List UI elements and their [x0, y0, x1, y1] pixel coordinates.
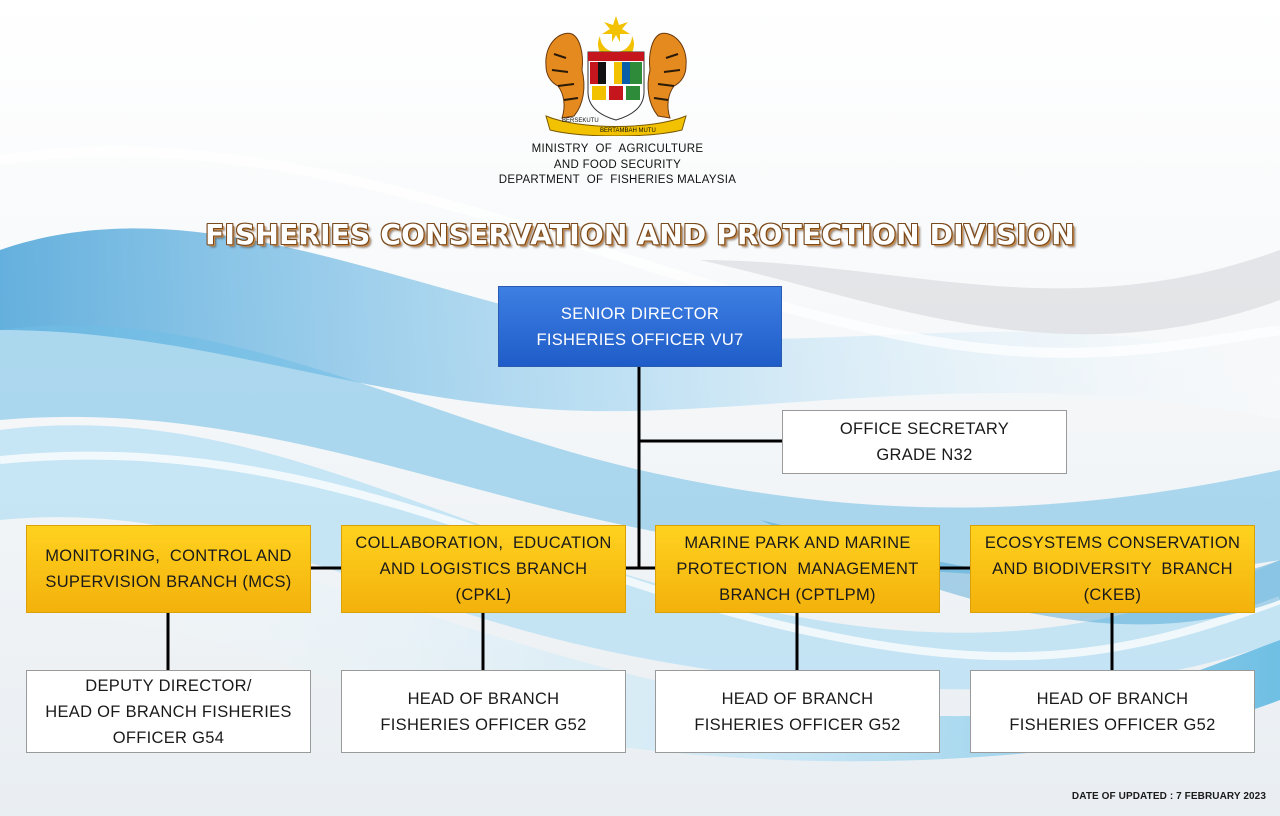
secretary-box[interactable]: [782, 410, 1067, 474]
branch-name-line: (CKEB): [1083, 586, 1142, 604]
branch-name-line: (CPKL): [455, 586, 512, 604]
head-line: OFFICER G54: [112, 728, 225, 747]
director-box[interactable]: [498, 286, 782, 367]
director-grade: FISHERIES OFFICER VU7: [536, 330, 744, 349]
branch-box-cptlpm[interactable]: [655, 525, 940, 613]
director-title: SENIOR DIRECTOR: [560, 304, 720, 323]
head-line: HEAD OF BRANCH: [407, 689, 560, 708]
branch-name-line: PROTECTION MANAGEMENT: [676, 560, 919, 578]
department-line: DEPARTMENT OF FISHERIES MALAYSIA: [498, 174, 737, 186]
head-box-cptlpm[interactable]: [655, 670, 940, 753]
head-line: FISHERIES OFFICER G52: [694, 715, 901, 734]
secretary-title: OFFICE SECRETARY: [839, 420, 1010, 438]
branch-name-line: MONITORING, CONTROL AND: [45, 547, 292, 565]
branch-name-line: MARINE PARK AND MARINE: [684, 534, 911, 552]
ministry-name: [440, 142, 795, 189]
head-line: HEAD OF BRANCH: [1036, 689, 1189, 708]
head-line: HEAD OF BRANCH FISHERIES: [45, 702, 292, 721]
head-box-mcs[interactable]: [26, 670, 311, 753]
head-line: FISHERIES OFFICER G52: [1009, 715, 1216, 734]
head-box-ckeb[interactable]: [970, 670, 1255, 753]
head-line: DEPUTY DIRECTOR/: [85, 676, 252, 695]
svg-text:BERTAMBAH MUTU: BERTAMBAH MUTU: [600, 128, 656, 134]
branch-name-line: AND BIODIVERSITY BRANCH: [992, 560, 1233, 578]
head-line: FISHERIES OFFICER G52: [380, 715, 587, 734]
branch-name-line: SUPERVISION BRANCH (MCS): [45, 573, 292, 591]
ministry-line: AND FOOD SECURITY: [553, 158, 682, 171]
head-line: HEAD OF BRANCH: [721, 689, 874, 708]
svg-text:BERSEKUTU: BERSEKUTU: [562, 118, 599, 124]
secretary-grade: GRADE N32: [876, 446, 973, 464]
branch-name-line: AND LOGISTICS BRANCH: [379, 560, 588, 578]
date-updated: DATE OF UPDATED : 7 FEBRUARY 2023: [1071, 791, 1266, 802]
branch-box-ckeb[interactable]: [970, 525, 1255, 613]
branch-name-line: ECOSYSTEMS CONSERVATION: [984, 534, 1241, 552]
page-title: FISHERIES CONSERVATION AND PROTECTION DIVISION: [205, 218, 1075, 251]
branch-name-line: BRANCH (CPTLPM): [719, 586, 876, 604]
branch-name-line: COLLABORATION, EDUCATION: [355, 534, 612, 552]
branch-box-mcs[interactable]: [26, 525, 311, 613]
branch-box-cpkl[interactable]: [341, 525, 626, 613]
head-box-cpkl[interactable]: [341, 670, 626, 753]
ministry-line: MINISTRY OF AGRICULTURE: [531, 143, 704, 155]
national-crest-icon: [540, 14, 692, 136]
